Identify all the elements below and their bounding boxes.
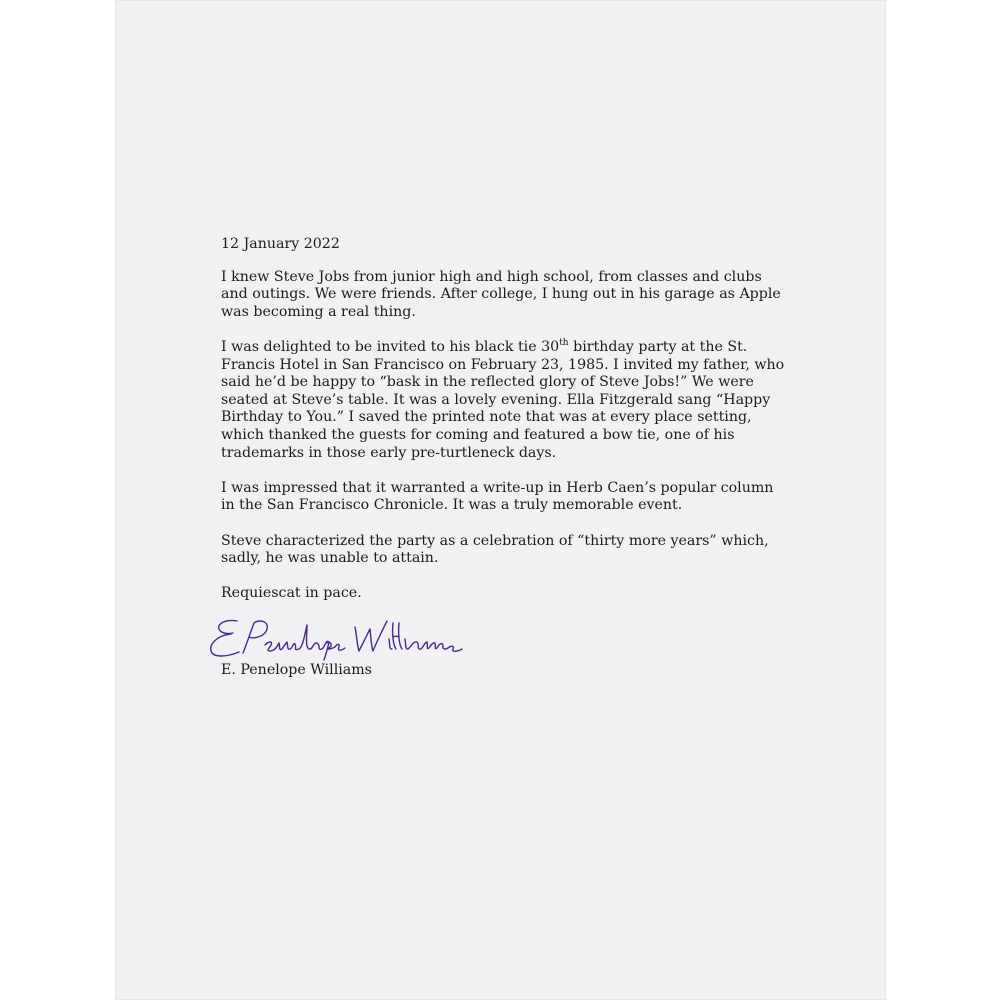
paragraph-2-rest: birthday party at the St. Francis Hotel in San Francisco on February 23, 1985. I invited my father, who said he’d be happy to “bask in the reflected glory of Steve Jobs!” We were seated at Steve’s table. It was a lovely evening. Ella Fitzgerald sang “Happy Birthday to You.” I saved the printed note that was at every place setting, which thanked the guests for coming and featured a bow tie, one of his trademarks in those early pre-turtleneck days. (221, 338, 785, 461)
letter-date: 12 January 2022 (221, 236, 340, 252)
paragraph-4: Steve characterized the party as a celebration of “thirty more years” which, sadly, he was unable to attain. (221, 532, 769, 567)
paragraph-2-start: I was delighted to be invited to his black tie 30 (221, 338, 560, 355)
handwritten-signature (207, 615, 497, 661)
printed-name: E. Penelope Williams (221, 662, 372, 679)
paragraph-3: I was impressed that it warranted a write-up in Herb Caen’s popular column in the San Francisco Chronicle. It was a truly memorable event. (221, 479, 774, 514)
ordinal-suffix: th (559, 337, 569, 348)
paragraph-1: I knew Steve Jobs from junior high and high school, from classes and clubs and outings. We were friends. After college, I hung out in his garage as Apple was becoming a real thing. (221, 268, 781, 320)
signature-area (221, 618, 791, 662)
closing-line: Requiescat in pace. (221, 585, 362, 602)
paragraph-2 (221, 339, 791, 462)
letter-body (221, 236, 791, 698)
